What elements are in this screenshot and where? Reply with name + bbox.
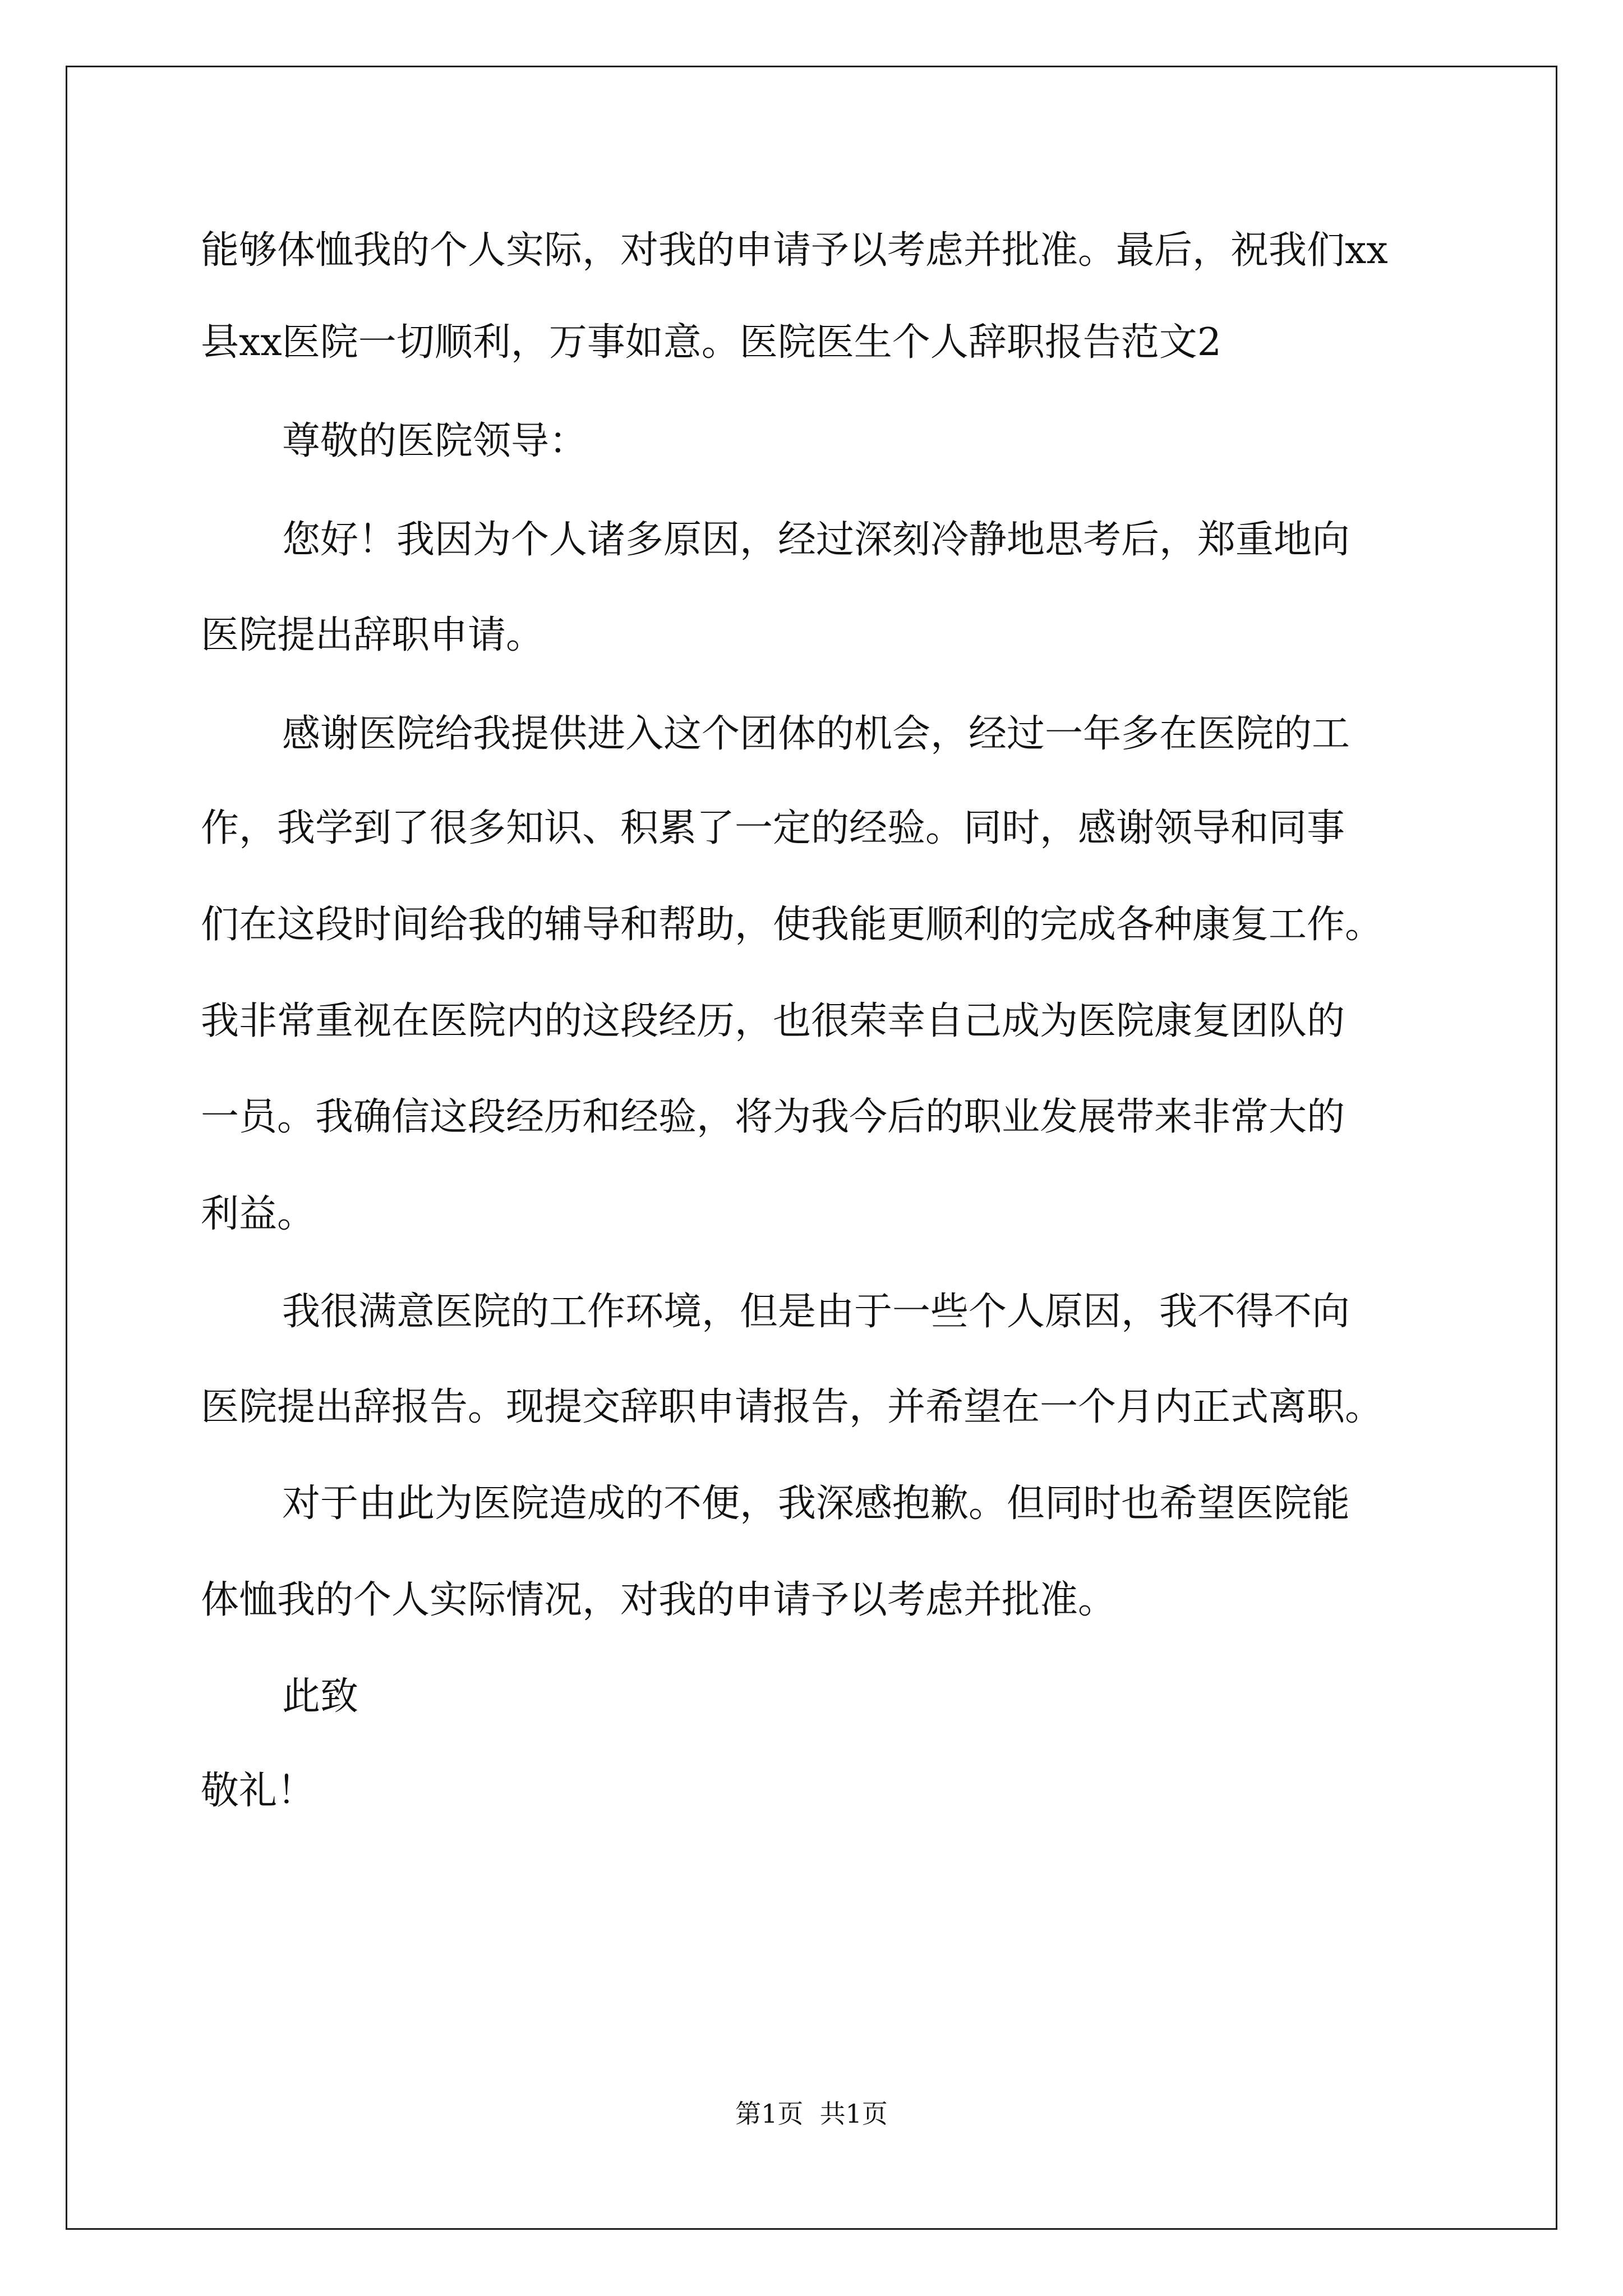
body-line: 医院提出辞职申请。 bbox=[201, 613, 545, 657]
page-border bbox=[66, 66, 1557, 2230]
body-line: 县xx医院一切顺利，万事如意。医院医生个人辞职报告范文2 bbox=[201, 320, 1221, 365]
body-line: 体恤我的个人实际情况，对我的申请予以考虑并批准。 bbox=[201, 1578, 1117, 1622]
closing-salute: 敬礼！ bbox=[201, 1769, 316, 1813]
body-line: 对于由此为医院造成的不便，我深感抱歉。但同时也希望医院能 bbox=[282, 1481, 1350, 1526]
closing-phrase: 此致 bbox=[282, 1674, 359, 1719]
body-line: 您好！我因为个人诸多原因，经过深刻冷静地思考后，郑重地向 bbox=[282, 518, 1350, 562]
body-line: 一员。我确信这段经历和经验，将为我今后的职业发展带来非常大的 bbox=[201, 1095, 1345, 1139]
body-line: 能够体恤我的个人实际，对我的申请予以考虑并批准。最后，祝我们xx bbox=[201, 228, 1388, 273]
body-line: 我很满意医院的工作环境，但是由于一些个人原因，我不得不向 bbox=[282, 1290, 1350, 1334]
salutation: 尊敬的医院领导： bbox=[282, 419, 588, 463]
body-line: 利益。 bbox=[201, 1192, 316, 1236]
body-line: 医院提出辞报告。现提交辞职申请报告，并希望在一个月内正式离职。 bbox=[201, 1385, 1384, 1429]
page-number: 第1页 共1页 bbox=[735, 2099, 888, 2129]
body-line: 作，我学到了很多知识、积累了一定的经验。同时，感谢领导和同事 bbox=[201, 806, 1345, 850]
body-line: 们在这段时间给我的辅导和帮助，使我能更顺利的完成各种康复工作。 bbox=[201, 903, 1384, 947]
body-line: 我非常重视在医院内的这段经历，也很荣幸自己成为医院康复团队的 bbox=[201, 999, 1345, 1043]
body-line: 感谢医院给我提供进入这个团体的机会，经过一年多在医院的工 bbox=[282, 712, 1350, 756]
